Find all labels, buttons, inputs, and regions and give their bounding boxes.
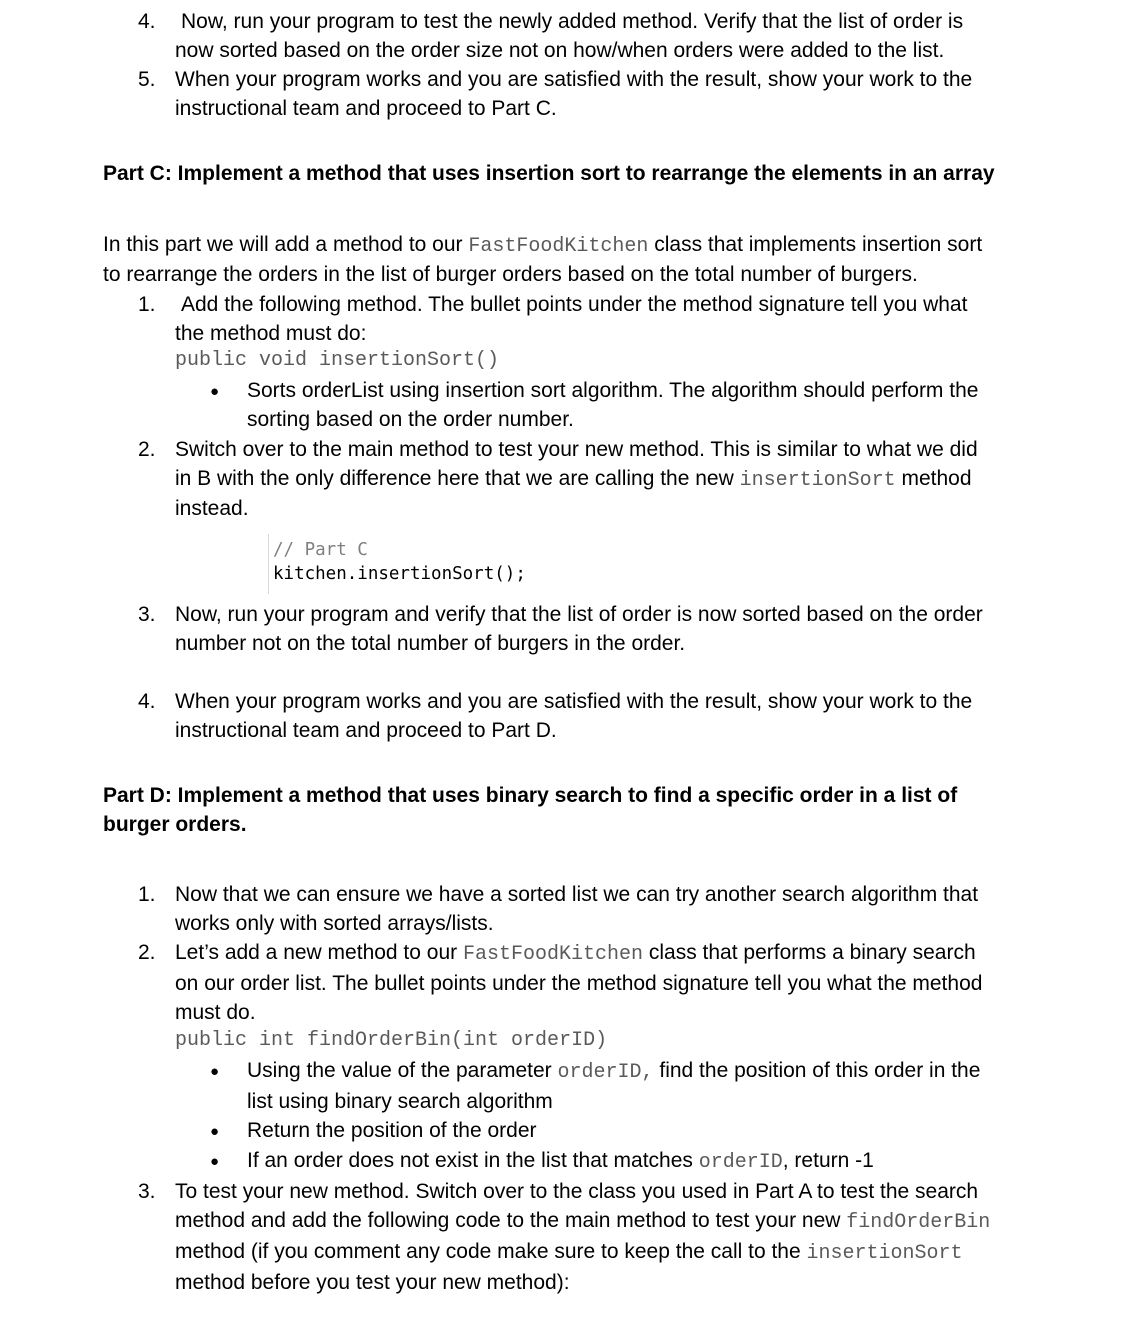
paragraph-line: on our order list. The bullet points under the method signature tell you what the method (175, 972, 983, 995)
section-heading-part-c: Part C: Implement a method that uses insertion sort to rearrange the elements in an array (103, 162, 995, 185)
paragraph-line: must do. (175, 1001, 256, 1024)
paragraph-line: Now, run your program and verify that the list of order is now sorted based on the order (175, 603, 983, 626)
list-number: 2. (138, 438, 156, 461)
list-number: 5. (138, 68, 156, 91)
paragraph-line: instructional team and proceed to Part C. (175, 97, 557, 120)
list-number: 2. (138, 941, 156, 964)
bullet-icon: ● (210, 1123, 220, 1140)
paragraph-line: now sorted based on the order size not on how/when orders were added to the list. (175, 39, 945, 62)
paragraph-line: instructional team and proceed to Part D. (175, 719, 557, 742)
text-run: in B with the only difference here that we are calling the new (175, 467, 740, 490)
inline-code: findOrderBin (846, 1211, 991, 1234)
paragraph-line: Return the position of the order (247, 1119, 537, 1142)
list-number: 1. (138, 293, 156, 316)
paragraph-line: Switch over to the main method to test your new method. This is similar to what we did (175, 438, 978, 461)
inline-code: FastFoodKitchen (462, 943, 644, 966)
list-number: 1. (138, 883, 156, 906)
text-run: Let’s add a new method to our (175, 941, 463, 964)
text-run: find the position of this order in the (653, 1059, 981, 1082)
inline-code: FastFoodKitchen (468, 235, 649, 258)
code-snippet (268, 534, 869, 594)
paragraph-line (175, 938, 976, 970)
paragraph-line: Now, run your program to test the newly added method. Verify that the list of order is (181, 10, 964, 33)
bullet-icon: ● (210, 1153, 220, 1170)
paragraph-line: method before you test your new method): (175, 1271, 570, 1294)
paragraph-line: Now that we can ensure we have a sorted list we can try another search algorithm that (175, 883, 979, 906)
paragraph-line: Add the following method. The bullet points under the method signature tell you what (181, 293, 968, 316)
text-run: method (if you comment any code make sure to keep the call to the (175, 1240, 807, 1263)
paragraph-line: number not on the total number of burgers in the order. (175, 632, 686, 655)
text-run: class that implements insertion sort (648, 233, 983, 256)
text-run: method and add the following code to the main method to test your new (175, 1209, 847, 1232)
method-signature: public void insertionSort() (175, 349, 500, 372)
paragraph-line: sorting based on the order number. (247, 408, 574, 431)
inline-code: orderID (698, 1151, 783, 1174)
inline-code: insertionSort (739, 469, 896, 492)
paragraph-line: When your program works and you are satisfied with the result, show your work to the (175, 68, 973, 91)
paragraph-line: list using binary search algorithm (247, 1090, 553, 1113)
list-number: 4. (138, 690, 156, 713)
paragraph-line: to rearrange the orders in the list of burger orders based on the total number of burgers. (103, 263, 918, 286)
inline-code: orderID, (557, 1061, 654, 1084)
list-number: 3. (138, 603, 156, 626)
section-heading-part-d-cont: burger orders. (103, 813, 247, 836)
code-line: kitchen.insertionSort(); (273, 564, 526, 584)
paragraph-line: To test your new method. Switch over to the class you used in Part A to test the search (175, 1180, 979, 1203)
list-number: 4. (138, 10, 156, 33)
text-run: Using the value of the parameter (247, 1059, 558, 1082)
text-run: class that performs a binary search (643, 941, 976, 964)
inline-code: insertionSort (806, 1242, 963, 1265)
paragraph-line: When your program works and you are satisfied with the result, show your work to the (175, 690, 973, 713)
list-number: 3. (138, 1180, 156, 1203)
text-run: In this part we will add a method to our (103, 233, 469, 256)
text-run: If an order does not exist in the list that matches (247, 1149, 699, 1172)
paragraph-line (175, 1206, 990, 1238)
paragraph-line: Sorts orderList using insertion sort algorithm. The algorithm should perform the (247, 379, 979, 402)
paragraph-line: works only with sorted arrays/lists. (175, 912, 494, 935)
code-comment: // Part C (273, 540, 368, 560)
bullet-icon: ● (210, 383, 220, 400)
paragraph-line (175, 464, 972, 496)
text-run: method (895, 467, 972, 490)
section-heading-part-d: Part D: Implement a method that uses binary search to find a specific order in a list of (103, 784, 958, 807)
paragraph-line (175, 1237, 963, 1269)
paragraph-line: instead. (175, 497, 249, 520)
paragraph-line: the method must do: (175, 322, 367, 345)
paragraph-line (247, 1056, 980, 1088)
paragraph-line (247, 1146, 874, 1178)
text-run: , return -1 (782, 1149, 874, 1172)
method-signature: public int findOrderBin(int orderID) (175, 1029, 608, 1052)
paragraph-line (103, 230, 982, 262)
bullet-icon: ● (210, 1063, 220, 1080)
